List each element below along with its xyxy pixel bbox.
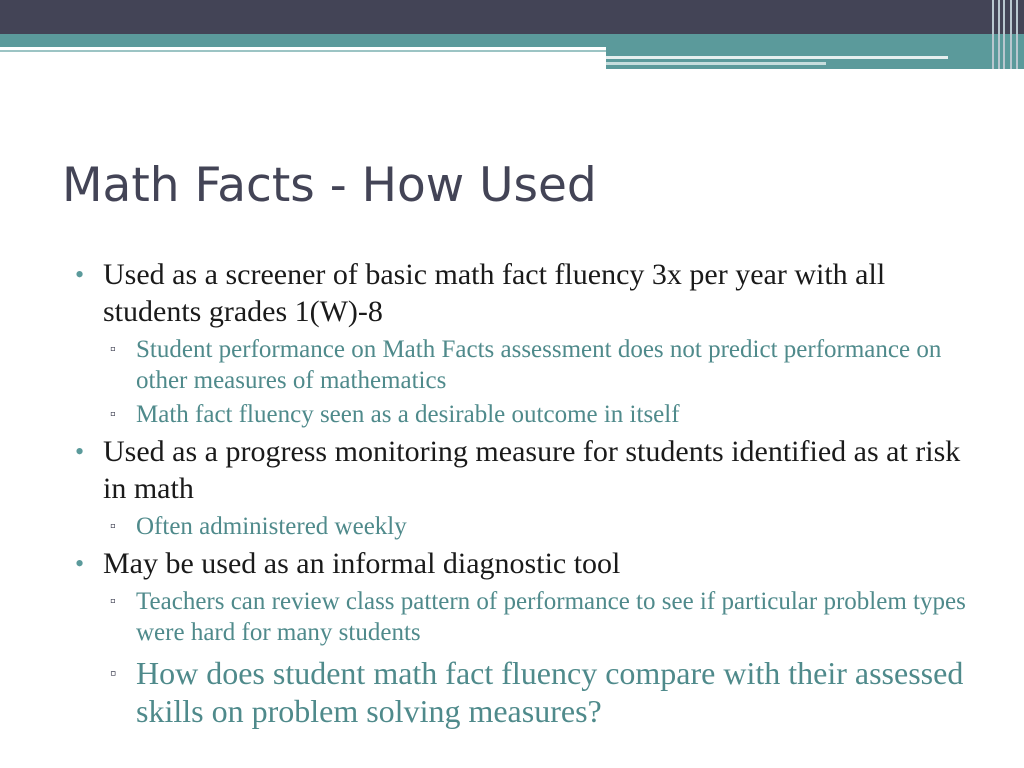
bullet-item [70, 545, 970, 582]
bullet-item [70, 256, 970, 330]
sub-bullet-text: Often administered weekly [136, 513, 407, 540]
sub-bullet-icon: ▫ [110, 406, 116, 423]
sub-bullet-item [70, 654, 970, 730]
header-light-bar-2 [606, 62, 826, 65]
header-vertical-stripes [990, 0, 1024, 69]
bullet-text: Used as a progress monitoring measure for students identified as at risk in math [103, 435, 961, 505]
bullet-icon: • [75, 549, 85, 578]
header-accent-line [0, 50, 606, 52]
sub-bullet-icon: ▫ [110, 341, 116, 358]
bullet-icon: • [75, 260, 85, 289]
sub-bullet-text: How does student math fact fluency compare with their assessed skills on problem solving measures? [136, 655, 964, 729]
bullet-text: May be used as an informal diagnostic tool [103, 547, 621, 580]
header-light-bar [606, 56, 948, 59]
sub-bullet-item [70, 586, 970, 648]
sub-bullet-icon: ▫ [110, 518, 116, 535]
sub-bullet-item [70, 334, 970, 396]
sub-bullet-text: Student performance on Math Facts assessment does not predict performance on other measures of mathematics [136, 336, 942, 394]
bullet-text: Used as a screener of basic math fact fluency 3x per year with all students grades 1(W)-8 [103, 258, 886, 328]
sub-bullet-item [70, 399, 970, 430]
slide-title: Math Facts - How Used [62, 158, 597, 213]
sub-bullet-text: Math fact fluency seen as a desirable outcome in itself [136, 401, 680, 428]
slide-content [70, 256, 970, 733]
bullet-item [70, 433, 970, 507]
sub-bullet-text: Teachers can review class pattern of performance to see if particular problem types were hard for many students [136, 588, 966, 646]
sub-bullet-item [70, 511, 970, 542]
bullet-icon: • [75, 437, 85, 466]
sub-bullet-icon: ▫ [110, 593, 116, 610]
header-band-dark [0, 0, 1024, 34]
sub-bullet-icon: ▫ [110, 663, 117, 683]
header-band-teal [0, 34, 1024, 47]
